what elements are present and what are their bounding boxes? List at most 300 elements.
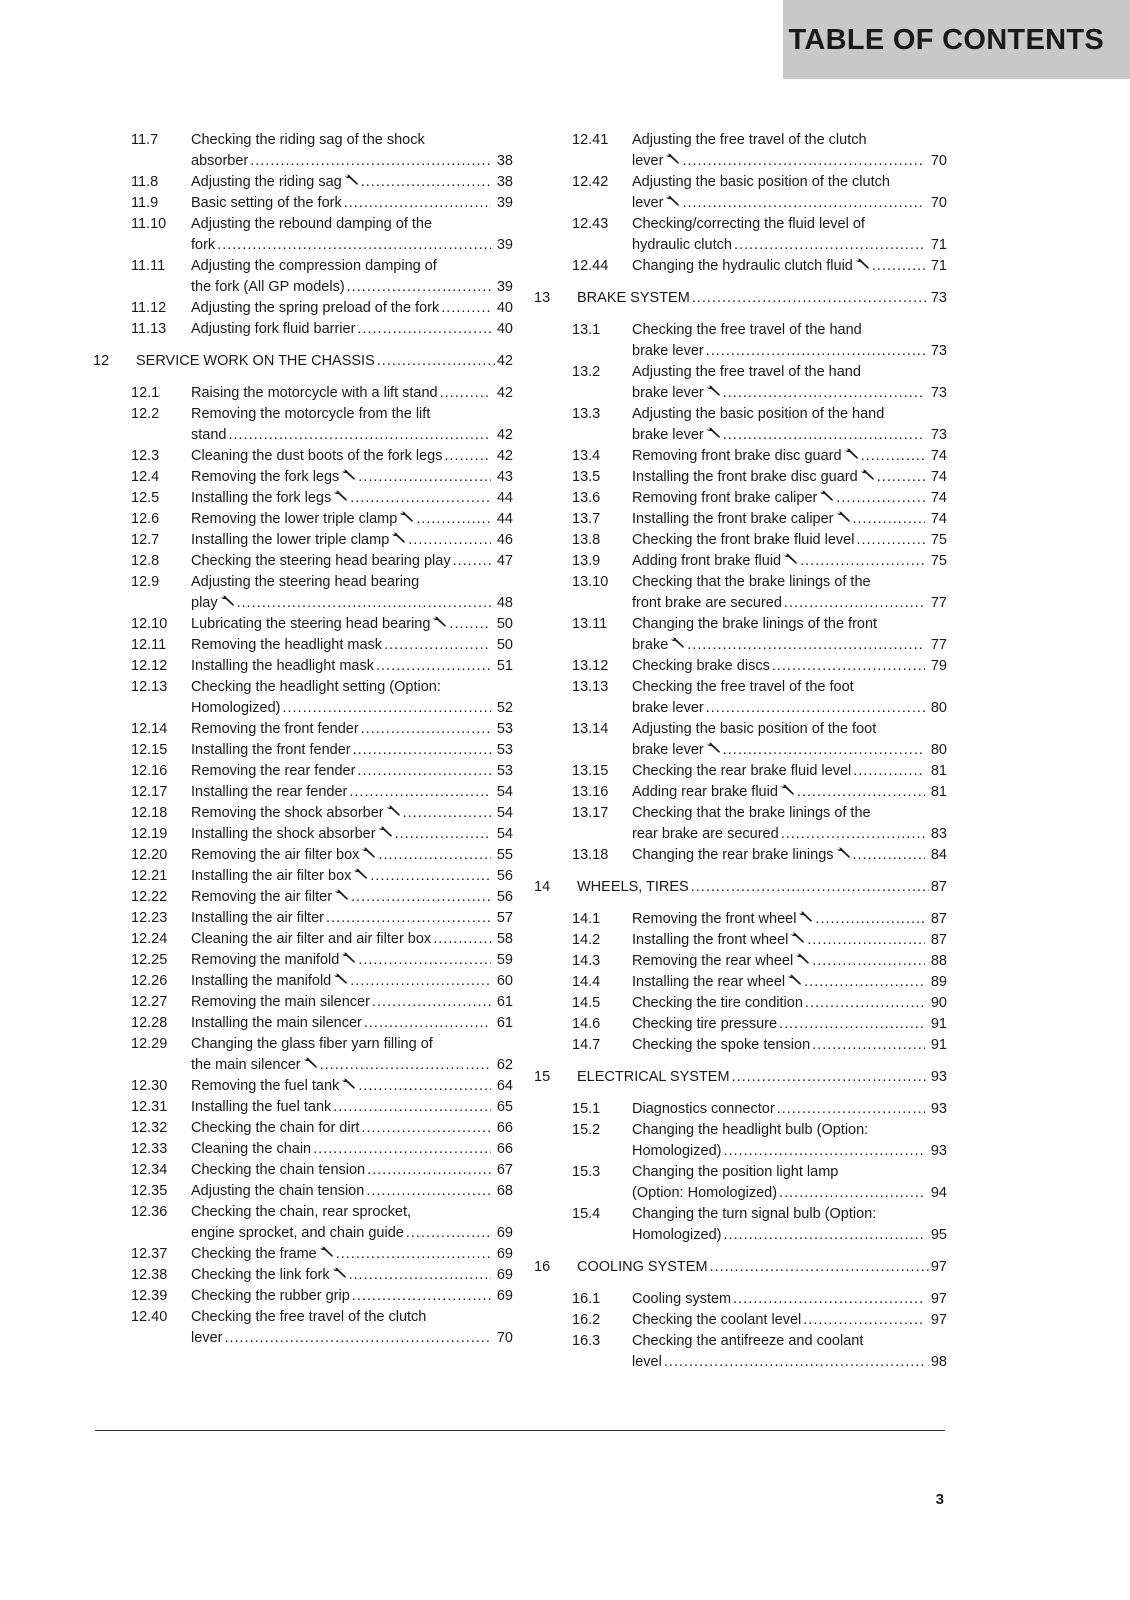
entry-title: Checking the chain for dirt [191, 1120, 360, 1136]
toc-entry[interactable] [88, 782, 513, 803]
toc-entry[interactable] [88, 298, 513, 319]
wrench-icon [333, 490, 348, 502]
page-title: TABLE OF CONTENTS [788, 24, 1104, 56]
entry-title: Changing the headlight bulb (Option: [632, 1122, 869, 1138]
entry-title: Checking the front brake fluid level [632, 532, 855, 548]
page-ref: 71 [930, 258, 947, 274]
wrench-icon [706, 427, 721, 439]
page-ref: 64 [496, 1078, 513, 1094]
entry-title: Adjusting fork fluid barrier [191, 321, 356, 337]
toc-entry[interactable] [530, 214, 947, 256]
dot-leader [358, 467, 491, 488]
entry-title: Installing the front wheel [632, 932, 789, 948]
toc-entry[interactable] [88, 1181, 513, 1202]
dot-leader [687, 635, 925, 656]
page-ref: 55 [496, 847, 513, 863]
entry-title: Installing the shock absorber [191, 826, 376, 842]
page-ref: 62 [496, 1057, 513, 1073]
page-ref: 95 [930, 1227, 947, 1243]
dot-leader [347, 277, 491, 298]
entry-title: Installing the front brake caliper [632, 511, 834, 527]
toc-entry[interactable] [88, 719, 513, 740]
toc-entry[interactable] [88, 1160, 513, 1181]
toc-entry[interactable] [88, 214, 513, 256]
entry-title: Checking the rubber grip [191, 1288, 350, 1304]
entry-title: Checking the antifreeze and coolant [632, 1333, 864, 1349]
entry-title: the main silencer [191, 1057, 301, 1073]
toc-entry[interactable] [530, 782, 947, 803]
page-ref: 91 [930, 1016, 947, 1032]
toc-entry[interactable] [88, 509, 513, 530]
toc-entry[interactable] [530, 1162, 947, 1204]
dot-leader [378, 845, 491, 866]
wrench-icon [860, 469, 875, 481]
entry-title: Removing the fork legs [191, 469, 340, 485]
section-number: 12.34 [131, 1162, 168, 1178]
entry-title: Changing the glass fiber yarn filling of [191, 1036, 433, 1052]
dot-leader [361, 172, 491, 193]
toc-entry[interactable] [530, 572, 947, 614]
toc-entry[interactable] [530, 1099, 947, 1120]
entry-title: Checking the riding sag of the shock [191, 132, 425, 148]
section-number: 12.26 [131, 973, 168, 989]
section-number: 12.28 [131, 1015, 168, 1031]
entry-title: (Option: Homologized) [632, 1185, 778, 1201]
wrench-icon [432, 616, 447, 628]
section-number: 12.31 [131, 1099, 168, 1115]
toc-entry[interactable] [88, 614, 513, 635]
toc-entry[interactable] [530, 1289, 947, 1310]
entry-title: Checking the chain tension [191, 1162, 366, 1178]
page-ref: 59 [496, 952, 513, 968]
toc-chapter-entry[interactable] [530, 877, 947, 898]
wrench-icon [790, 932, 805, 944]
page-ref: 40 [496, 321, 513, 337]
page-ref: 97 [930, 1291, 947, 1307]
page-ref: 79 [930, 658, 947, 674]
toc-entry[interactable] [88, 908, 513, 929]
toc-entry[interactable] [88, 572, 513, 614]
entry-title: Checking brake discs [632, 658, 770, 674]
page-ref: 77 [930, 595, 947, 611]
toc-entry[interactable] [530, 719, 947, 761]
toc-entry[interactable] [88, 1202, 513, 1244]
entry-title: Removing the manifold [191, 952, 340, 968]
section-number: 12.4 [131, 469, 160, 485]
toc-entry[interactable] [88, 1097, 513, 1118]
toc-chapter-entry[interactable] [88, 351, 513, 372]
entry-title: Adjusting the basic position of the foot [632, 721, 877, 737]
section-number: 13.1 [572, 322, 601, 338]
section-number: 13.7 [572, 511, 601, 527]
dot-leader [836, 488, 925, 509]
dot-leader [326, 908, 491, 929]
toc-entry[interactable] [530, 761, 947, 782]
wrench-icon [665, 153, 680, 165]
entry-title: Checking that the brake linings of the [632, 805, 871, 821]
dot-leader [384, 635, 491, 656]
toc-chapter-entry[interactable] [530, 1257, 947, 1278]
section-number: 14.4 [572, 974, 601, 990]
toc-entry[interactable] [530, 1014, 947, 1035]
dot-leader [453, 551, 491, 572]
chapter-number: 12 [93, 353, 110, 369]
page-ref: 69 [496, 1267, 513, 1283]
section-number: 13.3 [572, 406, 601, 422]
entry-title: fork [191, 237, 216, 253]
entry-title: brake lever [632, 742, 704, 758]
dot-leader [781, 824, 925, 845]
page-ref: 38 [496, 153, 513, 169]
section-number: 12.17 [131, 784, 168, 800]
dot-leader [361, 719, 491, 740]
page-ref: 40 [496, 300, 513, 316]
wrench-icon [706, 742, 721, 754]
entry-title: Adjusting the spring preload of the fork [191, 300, 440, 316]
entry-title: Installing the lower triple clamp [191, 532, 390, 548]
section-number: 13.13 [572, 679, 609, 695]
entry-title: absorber [191, 153, 249, 169]
wrench-icon [344, 174, 359, 186]
page-ref: 81 [930, 763, 947, 779]
section-number: 13.14 [572, 721, 609, 737]
dot-leader [706, 341, 925, 362]
dot-leader [224, 1328, 491, 1349]
entry-title: brake lever [632, 385, 704, 401]
section-number: 16.2 [572, 1312, 601, 1328]
entry-title: Adding front brake fluid [632, 553, 782, 569]
section-number: 13.8 [572, 532, 601, 548]
toc-entry[interactable] [88, 467, 513, 488]
entry-title: Changing the turn signal bulb (Option: [632, 1206, 877, 1222]
entry-title: Checking the frame [191, 1246, 317, 1262]
toc-entry[interactable] [530, 845, 947, 866]
wrench-icon [819, 490, 834, 502]
entry-title: Adjusting the basic position of the hand [632, 406, 885, 422]
toc-entry[interactable] [88, 1076, 513, 1097]
dot-leader [313, 1139, 491, 1160]
wrench-icon [391, 532, 406, 544]
dot-leader [352, 1286, 491, 1307]
entry-title: Adjusting the chain tension [191, 1183, 365, 1199]
toc-chapter-entry[interactable] [530, 288, 947, 309]
page-ref: 88 [930, 953, 947, 969]
dot-leader [692, 288, 929, 309]
entry-title: Cleaning the chain [191, 1141, 312, 1157]
entry-title: Changing the rear brake linings [632, 847, 834, 863]
page-ref: 70 [496, 1330, 513, 1346]
dot-leader [395, 824, 491, 845]
wrench-icon [787, 974, 802, 986]
toc-entry[interactable] [88, 887, 513, 908]
dot-leader [723, 383, 925, 404]
dot-leader [804, 972, 925, 993]
toc-entry[interactable] [88, 824, 513, 845]
page-ref: 74 [930, 490, 947, 506]
wrench-icon [706, 385, 721, 397]
toc-entry[interactable] [88, 1034, 513, 1076]
toc-entry[interactable] [530, 614, 947, 656]
dot-leader [723, 1225, 925, 1246]
section-number: 14.3 [572, 953, 601, 969]
toc-entry[interactable] [530, 362, 947, 404]
dot-leader [805, 993, 925, 1014]
toc-entry[interactable] [88, 866, 513, 887]
toc-entry[interactable] [88, 761, 513, 782]
entry-title: Checking the headlight setting (Option: [191, 679, 441, 695]
chapter-title: WHEELS, TIRES [577, 879, 689, 895]
page-ref: 80 [930, 700, 947, 716]
section-number: 12.12 [131, 658, 168, 674]
page-ref: 66 [496, 1120, 513, 1136]
dot-leader [779, 1014, 925, 1035]
section-number: 14.6 [572, 1016, 601, 1032]
page-ref: 47 [496, 553, 513, 569]
toc-entry[interactable] [88, 172, 513, 193]
entry-title: Cleaning the air filter and air filter box [191, 931, 432, 947]
page-ref: 42 [496, 448, 513, 464]
page-ref: 60 [496, 973, 513, 989]
toc-entry[interactable] [530, 677, 947, 719]
toc-entry[interactable] [88, 992, 513, 1013]
toc-entry[interactable] [88, 446, 513, 467]
dot-leader [772, 656, 925, 677]
entry-title: level [632, 1354, 662, 1370]
entry-title: Checking/correcting the fluid level of [632, 216, 865, 232]
page-ref: 75 [930, 553, 947, 569]
page-ref: 73 [930, 427, 947, 443]
page-ref: 42 [496, 385, 513, 401]
toc-entry[interactable] [88, 929, 513, 950]
wrench-icon [378, 826, 393, 838]
toc-entry[interactable] [530, 972, 947, 993]
toc-entry[interactable] [530, 1204, 947, 1246]
section-number: 12.22 [131, 889, 168, 905]
page-ref: 83 [930, 826, 947, 842]
dot-leader [350, 971, 491, 992]
wrench-icon [353, 868, 368, 880]
toc-entry[interactable] [88, 1265, 513, 1286]
chapter-number: 13 [534, 290, 551, 306]
toc-entry[interactable] [88, 1286, 513, 1307]
toc-entry[interactable] [530, 320, 947, 362]
page-ref: 67 [496, 1162, 513, 1178]
toc-entry[interactable] [88, 551, 513, 572]
entry-title: Checking that the brake linings of the [632, 574, 871, 590]
entry-title: Homologized) [632, 1227, 722, 1243]
section-number: 12.6 [131, 511, 160, 527]
page-ref: 58 [496, 931, 513, 947]
entry-title: front brake are secured [632, 595, 782, 611]
entry-title: Removing the main silencer [191, 994, 370, 1010]
page-ref: 69 [496, 1288, 513, 1304]
page-ref: 53 [496, 742, 513, 758]
toc-entry[interactable] [88, 256, 513, 298]
toc-entry[interactable] [88, 319, 513, 340]
page-ref: 87 [930, 932, 947, 948]
section-number: 12.36 [131, 1204, 168, 1220]
dot-leader [361, 1118, 491, 1139]
dot-leader [777, 1099, 925, 1120]
section-number: 11.9 [131, 195, 159, 211]
dot-leader [372, 992, 491, 1013]
toc-entry[interactable] [530, 930, 947, 951]
entry-title: Changing the position light lamp [632, 1164, 839, 1180]
entry-title: Removing front brake caliper [632, 490, 818, 506]
dot-leader [237, 593, 491, 614]
section-number: 12.5 [131, 490, 160, 506]
toc-entry[interactable] [530, 1331, 947, 1373]
section-number: 12.32 [131, 1120, 168, 1136]
section-number: 12.20 [131, 847, 168, 863]
section-number: 13.5 [572, 469, 601, 485]
dot-leader [408, 530, 491, 551]
dot-leader [723, 1141, 925, 1162]
entry-title: Checking the spoke tension [632, 1037, 811, 1053]
entry-title: brake [632, 637, 669, 653]
header-banner [783, 0, 1130, 79]
toc-entry[interactable] [530, 656, 947, 677]
toc-entry[interactable] [88, 950, 513, 971]
toc-entry[interactable] [88, 971, 513, 992]
toc-entry[interactable] [530, 803, 947, 845]
entry-title: Installing the fork legs [191, 490, 332, 506]
entry-title: engine sprocket, and chain guide [191, 1225, 404, 1241]
entry-title: brake lever [632, 700, 704, 716]
dot-leader [732, 1067, 929, 1088]
toc-entry[interactable] [530, 1310, 947, 1331]
toc-entry[interactable] [88, 130, 513, 172]
entry-title: Removing the rear fender [191, 763, 356, 779]
toc-entry[interactable] [530, 951, 947, 972]
page-ref: 70 [930, 195, 947, 211]
entry-title: Installing the air filter box [191, 868, 352, 884]
page-ref: 73 [930, 290, 947, 306]
wrench-icon [303, 1057, 318, 1069]
toc-entry[interactable] [88, 656, 513, 677]
section-number: 12.37 [131, 1246, 168, 1262]
toc-entry[interactable] [530, 404, 947, 446]
wrench-icon [798, 911, 813, 923]
dot-leader [449, 614, 491, 635]
wrench-icon [341, 1078, 356, 1090]
dot-leader [861, 446, 925, 467]
section-number: 11.12 [131, 300, 167, 316]
dot-leader [664, 1352, 925, 1373]
section-number: 12.7 [131, 532, 160, 548]
entry-title: Removing the front fender [191, 721, 359, 737]
page-ref: 93 [930, 1143, 947, 1159]
dot-leader [358, 950, 491, 971]
dot-leader [723, 425, 925, 446]
toc-entry[interactable] [88, 488, 513, 509]
toc-entry[interactable] [530, 509, 947, 530]
entry-title: Installing the main silencer [191, 1015, 362, 1031]
dot-leader [440, 383, 491, 404]
toc-entry[interactable] [530, 530, 947, 551]
chapter-number: 14 [534, 879, 551, 895]
page-ref: 56 [496, 868, 513, 884]
page-ref: 73 [930, 385, 947, 401]
entry-title: Adding rear brake fluid [632, 784, 778, 800]
page-ref: 98 [930, 1354, 947, 1370]
toc-entry[interactable] [88, 530, 513, 551]
dot-leader [803, 1310, 925, 1331]
section-number: 12.29 [131, 1036, 168, 1052]
dot-leader [779, 1183, 925, 1204]
toc-entry[interactable] [530, 446, 947, 467]
toc-entry[interactable] [88, 845, 513, 866]
dot-leader [691, 877, 929, 898]
chapter-title: SERVICE WORK ON THE CHASSIS [136, 353, 375, 369]
page-ref: 87 [930, 911, 947, 927]
toc-entry[interactable] [88, 635, 513, 656]
toc-entry[interactable] [88, 1139, 513, 1160]
toc-entry[interactable] [88, 193, 513, 214]
section-number: 13.12 [572, 658, 609, 674]
toc-entry[interactable] [88, 1118, 513, 1139]
toc-entry[interactable] [530, 256, 947, 277]
toc-entry[interactable] [530, 467, 947, 488]
chapter-title: COOLING SYSTEM [577, 1259, 708, 1275]
toc-entry[interactable] [530, 551, 947, 572]
dot-leader [250, 151, 491, 172]
toc-entry[interactable] [88, 740, 513, 761]
toc-entry[interactable] [530, 1035, 947, 1056]
toc-entry[interactable] [88, 1307, 513, 1349]
toc-entry[interactable] [530, 172, 947, 214]
toc-entry[interactable] [88, 1244, 513, 1265]
toc-entry[interactable] [88, 803, 513, 824]
entry-title: Checking the steering head bearing play [191, 553, 451, 569]
entry-title: Homologized) [632, 1143, 722, 1159]
toc-entry[interactable] [530, 993, 947, 1014]
toc-entry[interactable] [530, 1120, 947, 1162]
dot-leader [807, 930, 925, 951]
section-number: 11.7 [131, 132, 159, 148]
toc-entry[interactable] [530, 488, 947, 509]
toc-entry[interactable] [88, 677, 513, 719]
wrench-icon [332, 1267, 347, 1279]
toc-entry[interactable] [88, 1013, 513, 1034]
toc-entry[interactable] [530, 130, 947, 172]
dot-leader [351, 887, 491, 908]
toc-entry[interactable] [88, 404, 513, 446]
section-number: 13.16 [572, 784, 609, 800]
section-number: 12.2 [131, 406, 160, 422]
page-ref: 54 [496, 826, 513, 842]
section-number: 12.33 [131, 1141, 168, 1157]
page-ref: 66 [496, 1141, 513, 1157]
toc-entry[interactable] [530, 909, 947, 930]
section-number: 14.2 [572, 932, 601, 948]
section-number: 12.27 [131, 994, 168, 1010]
entry-title: rear brake are secured [632, 826, 779, 842]
toc-entry[interactable] [88, 383, 513, 404]
entry-title: Installing the air filter [191, 910, 324, 926]
dot-leader [706, 698, 925, 719]
footer-divider [95, 1430, 945, 1431]
dot-leader [733, 1289, 925, 1310]
page-ref: 91 [930, 1037, 947, 1053]
dot-leader [333, 1097, 491, 1118]
toc-chapter-entry[interactable] [530, 1067, 947, 1088]
page-ref: 53 [496, 763, 513, 779]
wrench-icon [341, 469, 356, 481]
entry-title: Installing the front brake disc guard [632, 469, 858, 485]
section-number: 12.23 [131, 910, 168, 926]
section-number: 13.10 [572, 574, 609, 590]
